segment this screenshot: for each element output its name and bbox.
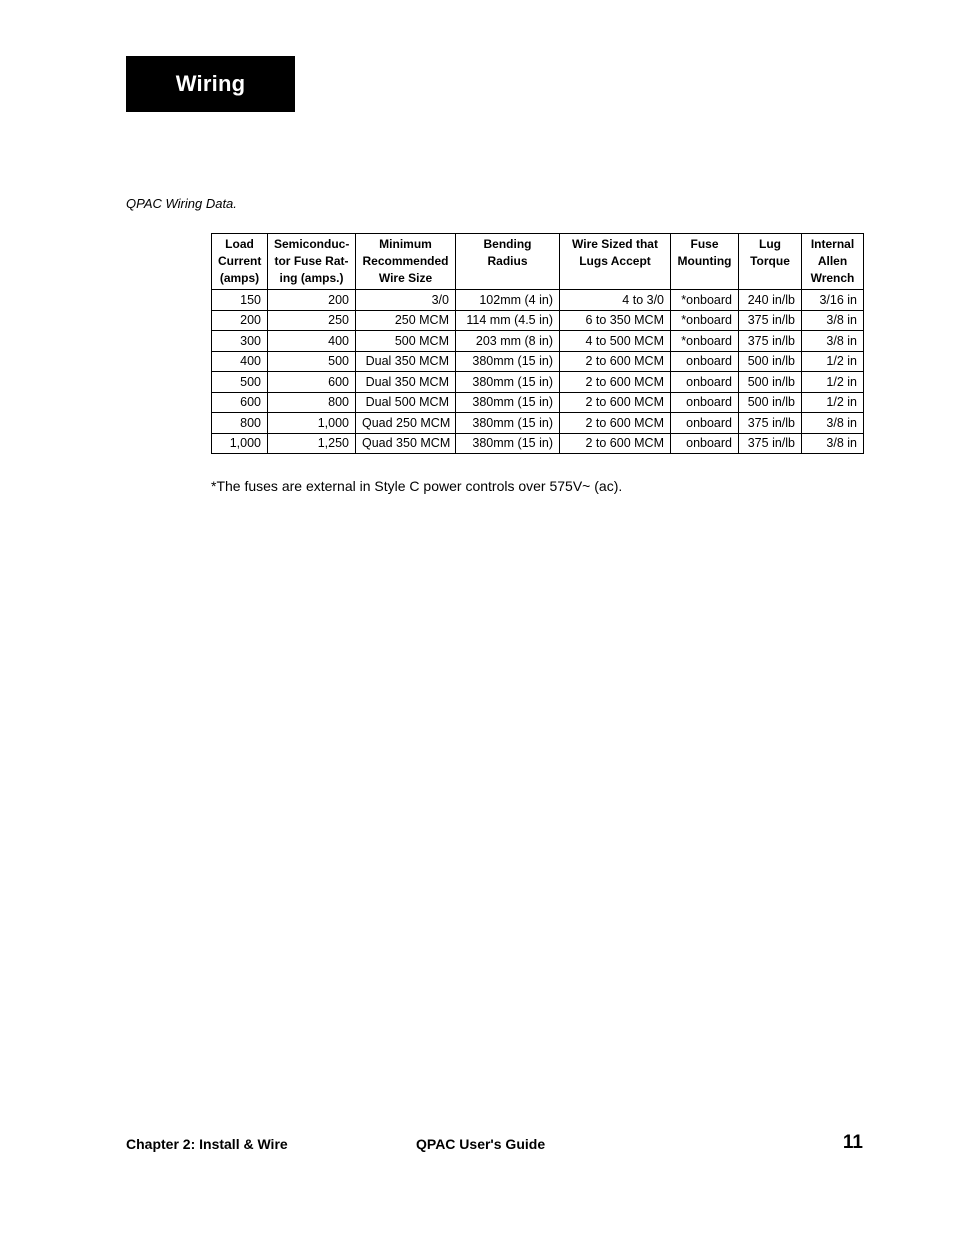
table-cell: 250 bbox=[268, 310, 356, 331]
section-tab bbox=[126, 56, 295, 112]
table-cell: 240 in/lb bbox=[739, 290, 802, 311]
table-cell: 600 bbox=[212, 392, 268, 413]
section-tab-label: Wiring bbox=[175, 71, 246, 96]
table-cell: 1,000 bbox=[268, 413, 356, 434]
table-cell: 203 mm (8 in) bbox=[456, 331, 560, 352]
table-cell: 1/2 in bbox=[802, 372, 864, 393]
table-cell: 4 to 500 MCM bbox=[560, 331, 671, 352]
table-cell: 380mm (15 in) bbox=[456, 351, 560, 372]
table-row bbox=[212, 392, 864, 413]
page-number: 11 bbox=[842, 1132, 863, 1153]
table-cell: onboard bbox=[671, 372, 739, 393]
table-row bbox=[212, 290, 864, 311]
table-cell: 500 in/lb bbox=[739, 372, 802, 393]
table-cell: 114 mm (4.5 in) bbox=[456, 310, 560, 331]
table-cell: 1,000 bbox=[212, 433, 268, 454]
column-header: Bending Radius bbox=[456, 234, 560, 290]
table-cell: 4 to 3/0 bbox=[560, 290, 671, 311]
table-cell: 1/2 in bbox=[802, 392, 864, 413]
table-cell: *onboard bbox=[671, 331, 739, 352]
table-row bbox=[212, 413, 864, 434]
column-header: Lug Torque bbox=[739, 234, 802, 290]
table-cell: 2 to 600 MCM bbox=[560, 372, 671, 393]
table-cell: 800 bbox=[212, 413, 268, 434]
table-row bbox=[212, 433, 864, 454]
table-cell: onboard bbox=[671, 392, 739, 413]
column-header: Semiconduc- tor Fuse Rat- ing (amps.) bbox=[268, 234, 356, 290]
column-header: Minimum Recommended Wire Size bbox=[356, 234, 456, 290]
table-cell: 380mm (15 in) bbox=[456, 413, 560, 434]
table-cell: 2 to 600 MCM bbox=[560, 392, 671, 413]
table-cell: 200 bbox=[268, 290, 356, 311]
table-cell: 400 bbox=[268, 331, 356, 352]
footer-guide-title: QPAC User's Guide bbox=[416, 1136, 546, 1152]
table-cell: Dual 500 MCM bbox=[356, 392, 456, 413]
table-cell: 1/2 in bbox=[802, 351, 864, 372]
table-cell: *onboard bbox=[671, 310, 739, 331]
wiring-data-table bbox=[211, 233, 864, 454]
table-cell: 3/8 in bbox=[802, 433, 864, 454]
table-cell: 300 bbox=[212, 331, 268, 352]
column-header: Fuse Mounting bbox=[671, 234, 739, 290]
table-cell: onboard bbox=[671, 351, 739, 372]
table-header-row bbox=[212, 234, 864, 290]
table-cell: 500 bbox=[212, 372, 268, 393]
table-cell: 3/8 in bbox=[802, 310, 864, 331]
table-cell: 500 in/lb bbox=[739, 392, 802, 413]
table-cell: Dual 350 MCM bbox=[356, 351, 456, 372]
table-cell: 600 bbox=[268, 372, 356, 393]
table-cell: 2 to 600 MCM bbox=[560, 413, 671, 434]
table-cell: 102mm (4 in) bbox=[456, 290, 560, 311]
table-cell: Dual 350 MCM bbox=[356, 372, 456, 393]
table-cell: 500 MCM bbox=[356, 331, 456, 352]
table-cell: 375 in/lb bbox=[739, 413, 802, 434]
footer-chapter: Chapter 2: Install & Wire bbox=[126, 1136, 288, 1152]
table-cell: 3/0 bbox=[356, 290, 456, 311]
column-header: Internal Allen Wrench bbox=[802, 234, 864, 290]
table-cell: 3/16 in bbox=[802, 290, 864, 311]
table-cell: 375 in/lb bbox=[739, 433, 802, 454]
table-row bbox=[212, 351, 864, 372]
table-cell: 2 to 600 MCM bbox=[560, 351, 671, 372]
table-cell: 800 bbox=[268, 392, 356, 413]
table-cell: Quad 350 MCM bbox=[356, 433, 456, 454]
table-cell: 500 bbox=[268, 351, 356, 372]
table-cell: 375 in/lb bbox=[739, 310, 802, 331]
column-header: Wire Sized that Lugs Accept bbox=[560, 234, 671, 290]
table-cell: 3/8 in bbox=[802, 413, 864, 434]
column-header: Load Current (amps) bbox=[212, 234, 268, 290]
table-cell: 250 MCM bbox=[356, 310, 456, 331]
table-cell: 6 to 350 MCM bbox=[560, 310, 671, 331]
table-cell: 500 in/lb bbox=[739, 351, 802, 372]
table-cell: 400 bbox=[212, 351, 268, 372]
table-cell: 380mm (15 in) bbox=[456, 372, 560, 393]
table-cell: 200 bbox=[212, 310, 268, 331]
table-cell: 3/8 in bbox=[802, 331, 864, 352]
table-cell: onboard bbox=[671, 413, 739, 434]
table-footnote: *The fuses are external in Style C power controls over 575V~ (ac). bbox=[211, 478, 623, 494]
table-row bbox=[212, 310, 864, 331]
table-cell: onboard bbox=[671, 433, 739, 454]
table-cell: 1,250 bbox=[268, 433, 356, 454]
table-row bbox=[212, 372, 864, 393]
table-cell: Quad 250 MCM bbox=[356, 413, 456, 434]
table-row bbox=[212, 331, 864, 352]
table-cell: 380mm (15 in) bbox=[456, 392, 560, 413]
table-cell: 380mm (15 in) bbox=[456, 433, 560, 454]
table-caption: QPAC Wiring Data. bbox=[126, 196, 237, 211]
table-cell: 375 in/lb bbox=[739, 331, 802, 352]
table-cell: 150 bbox=[212, 290, 268, 311]
table-cell: *onboard bbox=[671, 290, 739, 311]
table-cell: 2 to 600 MCM bbox=[560, 433, 671, 454]
